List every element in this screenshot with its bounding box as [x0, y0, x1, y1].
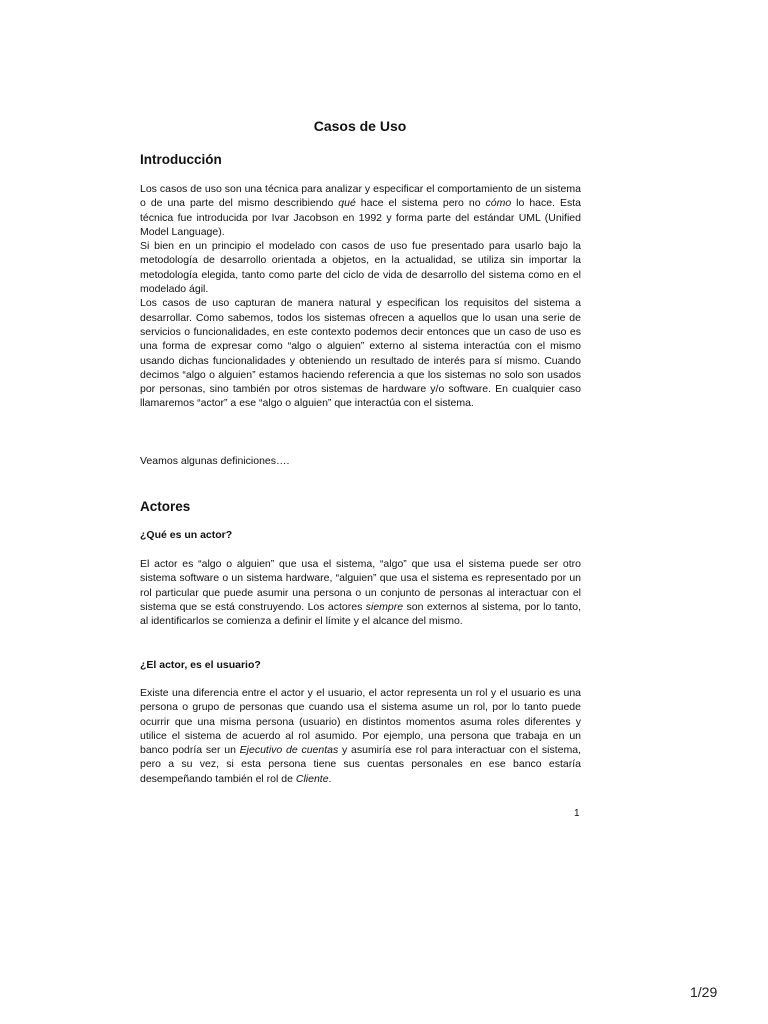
italic-text-run: cómo [485, 197, 512, 210]
intro-paragraph [140, 182, 581, 411]
subheading-actor-usuario: ¿El actor, es el usuario? [140, 659, 261, 671]
intro-paragraph-3: Los casos de uso capturan de manera natural y especifican los requisitos del sistema a desarrollar. Como sabemos, todos los sistemas ofrecen a aquellos que lo usan una serie de servicios o funcionalidades, en este contexto podemos decir entonces que un caso de uso es una forma de expresar como “algo o alguien” externo al sistema interactúa con el mismo usando dichas funcionalidades y obteniendo un resultado de interés para sí mismo. Cuando decimos “algo o alguien” estamos haciendo referencia a que los sistemas no solo son usados por personas, sino también por otros sistemas de hardware y/o software. En cualquier caso llamaremos “actor” a ese “algo o alguien” que interactúa con el sistema. [140, 297, 581, 410]
section-heading-actores: Actores [140, 499, 191, 514]
subheading-que-es-actor: ¿Qué es un actor? [140, 529, 233, 541]
text-run: lo hace. Esta técnica fue introducida por Ivar Jacobson en 1992 y forma parte del estándar UML (Unified Model Language). [140, 197, 582, 238]
document-title: Casos de Uso [313, 118, 407, 134]
viewer-page-indicator: 1/29 [690, 984, 718, 1000]
text-run: . [328, 772, 332, 785]
user-paragraph [140, 686, 581, 786]
intro-paragraph-1 [140, 182, 581, 239]
page-number: 1 [574, 808, 580, 819]
section-heading-introduccion: Introducción [140, 152, 222, 167]
text-run: Los casos de uso son una técnica para analizar y especificar el comportamiento de un sistema o de una parte del mismo describiendo [140, 183, 581, 210]
definitions-intro: Veamos algunas definiciones…. [140, 455, 290, 467]
italic-text-run: Ejecutivo de cuentas [239, 744, 339, 757]
text-run: hace el sistema pero no [355, 197, 486, 210]
text-run: Existe una diferencia entre el actor y el usuario, el actor representa un rol y el usuario es una persona o grupo de personas que cuando usa el sistema asume un rol, por lo tanto puede ocurrir que una misma persona (usuario) en distintos momentos asuma roles diferentes y utilice el sistema de acuerdo al rol asumido. Por ejemplo, una persona que trabaja en un banco podría ser un [140, 687, 581, 757]
intro-paragraph-2: Si bien en un principio el modelado con casos de uso fue presentado para usarlo bajo la metodología de desarrollo orientada a objetos, en la actualidad, se utiliza sin importar la metodología elegida, tanto como parte del ciclo de vida de desarrollo del sistema como en el modelado ágil. [140, 240, 581, 296]
text-run: El actor es “algo o alguien” que usa el sistema, “algo” que usa el sistema puede ser otro sistema software o un sistema hardware, “alguien” que usa el sistema es representado por un rol particular que puede asumir una persona o un conjunto de personas al interactuar con el sistema que se está construyendo. Los actores [140, 558, 581, 613]
text-run: son externos al sistema, por lo tanto, al identificarlos se comienza a definir el límite y el alcance del mismo. [140, 600, 581, 628]
italic-text-run: qué [338, 197, 356, 210]
italic-text-run: Cliente [295, 772, 329, 785]
text-run: y asumiría ese rol para interactuar con el sistema, pero a su vez, si esta persona tiene sus cuentas personales en ese banco estaría desempeñando también el rol de [140, 744, 581, 785]
italic-text-run: siempre [365, 600, 404, 613]
actor-paragraph [140, 557, 581, 628]
